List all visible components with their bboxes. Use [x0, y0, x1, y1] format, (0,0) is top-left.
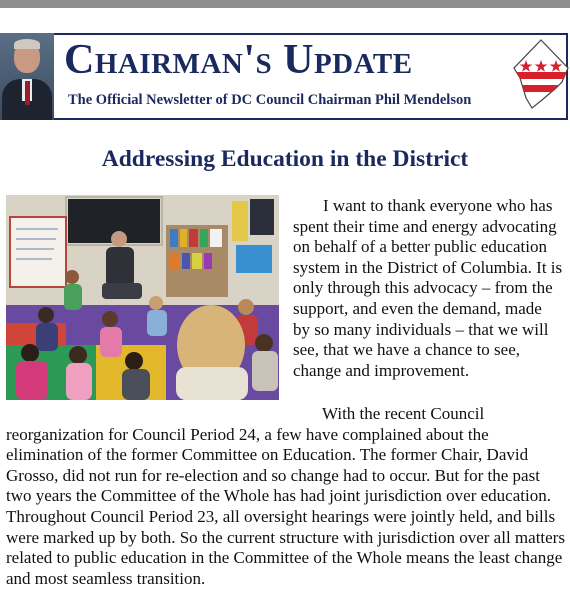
top-strip [0, 0, 570, 8]
masthead-title: Chairman's Update [64, 37, 413, 83]
dc-flag-map-icon [512, 38, 570, 116]
article-paragraph-1 [293, 196, 563, 381]
classroom-photo [6, 195, 279, 400]
newsletter-masthead [0, 30, 570, 123]
chairman-portrait [0, 33, 54, 120]
article-paragraph-2 [6, 404, 566, 589]
article-title: Addressing Education in the District [101, 146, 469, 172]
paragraph-2-text: With the recent Council reorganization for Council Period 24, a few have complained about the elimination of the former Committee on Education. The former Chair, David Grosso, did not run for re-election and so change had to occur. But for the past two years the Committee of the Whole has had joint jurisdiction over education. Throughout Council Period 23, all oversight hearings were jointly held, and bills were marked up by both. So the current structure with jurisdiction over all matters related to public education in the Committee of the Whole means the least change and most seamless transition. [6, 404, 565, 588]
paragraph-1-text: I want to thank everyone who has spent their time and energy advocating on behalf of a better public education system in the District of Columbia. It is only through this advocacy – from the support, and even the demand, made by so many individuals – that we will see, that we have a chance to see, change and improvement. [293, 196, 563, 380]
masthead-subtitle: The Official Newsletter of DC Council Chairman Phil Mendelson [68, 92, 472, 108]
